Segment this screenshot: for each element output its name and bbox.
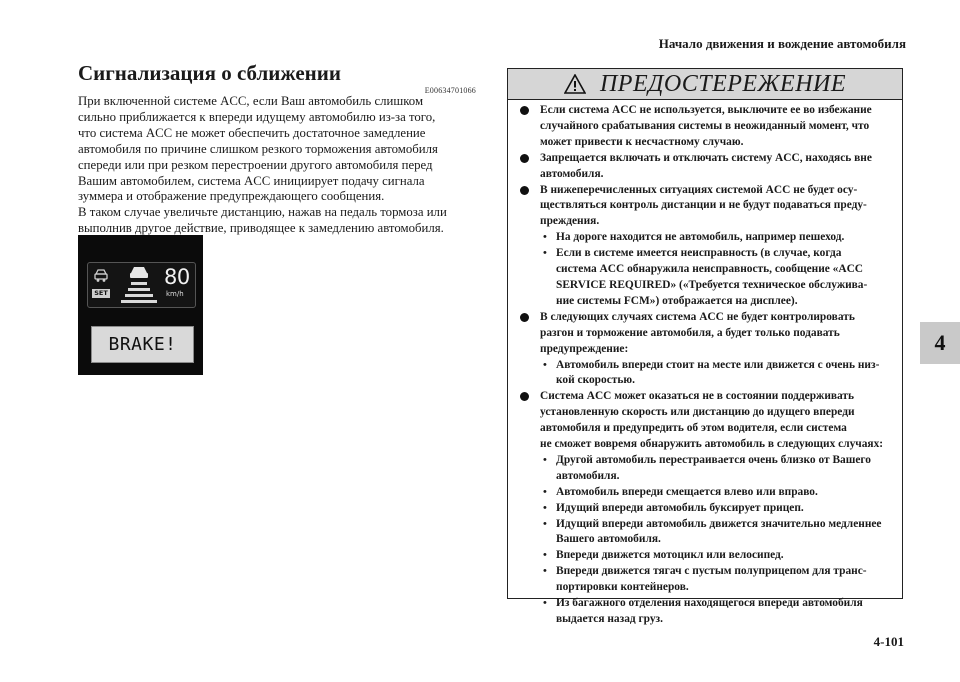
running-header: Начало движения и вождение автомобиля	[658, 36, 906, 51]
caution-subitem	[516, 358, 902, 390]
warning-triangle-icon	[564, 74, 586, 94]
bullet-dot-icon	[520, 313, 529, 322]
paragraph-line: что система ACC не может обеспечить достаточное замедление	[78, 125, 426, 140]
section-approach-warning	[78, 58, 478, 237]
section-paragraph	[78, 94, 478, 237]
caution-item-line: случайного срабатывания системы в неожиданный момент, что	[540, 119, 870, 132]
acc-status-cluster	[87, 262, 196, 308]
section-code: E00634701066	[424, 86, 476, 95]
caution-box	[507, 68, 903, 625]
caution-subitem-line: Вашего автомобиля.	[556, 533, 661, 546]
caution-item-line: В нижеперечисленных ситуациях системой ACC не будет осу-	[540, 183, 858, 196]
caution-subitem-line: автомобиля.	[556, 469, 620, 482]
bullet-dot-icon	[520, 392, 529, 401]
caution-subitem-line: Автомобиль впереди смещается влево или вправо.	[556, 485, 818, 498]
bullet-dot-icon	[520, 106, 529, 115]
caution-subitem-line: Если в системе имеется неисправность (в случае, когда	[556, 247, 842, 260]
caution-item-line: установленную скорость или дистанцию до идущего впереди	[540, 406, 855, 419]
caution-item-line: В следующих случаях система ACC не будет контролировать	[540, 310, 855, 323]
caution-subitem	[516, 230, 902, 246]
section-title: Сигнализация о сближении	[78, 61, 341, 85]
page-number: 4-101	[873, 634, 904, 649]
paragraph-line: сильно приближается к впереди идущему автомобилю из-за того,	[78, 109, 436, 124]
paragraph-line: зуммера и отображение предупреждающего сообщения.	[78, 189, 385, 204]
speed-unit: km/h	[166, 290, 184, 298]
bullet-small-icon: •	[543, 565, 547, 578]
bullet-small-icon: •	[543, 231, 547, 244]
bullet-dot-icon	[520, 186, 529, 195]
caution-subitem-line: Автомобиль впереди стоит на месте или движется с очень низ-	[556, 358, 880, 371]
caution-subitem-line: Идущий впереди автомобиль движется значительно медленнее	[556, 517, 882, 530]
caution-subitem	[516, 517, 902, 549]
caution-subitem	[516, 453, 902, 485]
bullet-dot-icon	[520, 154, 529, 163]
instrument-display-illustration	[78, 235, 203, 375]
bullet-small-icon: •	[543, 501, 547, 514]
caution-subitem-line: выдается назад груз.	[556, 613, 663, 625]
paragraph-line: выполнив другое действие, приводящее к замедлению автомобиля.	[78, 221, 444, 236]
caution-item	[516, 389, 902, 453]
bullet-small-icon: •	[543, 597, 547, 610]
caution-item-line: Система ACC может оказаться не в состоянии поддерживать	[540, 390, 855, 403]
vehicle-ahead-icon	[92, 267, 110, 283]
caution-subitem	[516, 485, 902, 501]
caution-item-line: предупреждение:	[540, 342, 629, 355]
caution-subitem-line: ние системы FCM») отображается на дисплее).	[556, 294, 798, 307]
caution-subitem-line: портировки контейнеров.	[556, 581, 689, 594]
caution-item	[516, 310, 902, 358]
caution-item	[516, 151, 902, 183]
caution-subitem-line: кой скоростью.	[556, 374, 635, 387]
set-badge: SET	[92, 289, 110, 298]
caution-subitem	[516, 564, 902, 596]
paragraph-line: Вашим автомобилем, система ACC инициирует подачу сигнала	[78, 173, 425, 188]
bullet-small-icon: •	[543, 358, 547, 371]
brake-warning-message: BRAKE!	[91, 326, 194, 363]
following-distance-icon	[115, 265, 163, 305]
caution-subitem-line: На дороге находится не автомобиль, например пешеход.	[556, 231, 845, 244]
set-speed-value: 80	[164, 265, 190, 289]
caution-subitem-line: Впереди движется тягач с пустым полуприцепом для транс-	[556, 565, 867, 578]
caution-item-line: разгон и торможение автомобиля, а будет только подавать	[540, 326, 840, 339]
caution-subitem	[516, 596, 902, 628]
caution-list	[508, 100, 902, 628]
caution-item-line: автомобиля и предупредить об этом водителя, если система	[540, 422, 847, 435]
bullet-small-icon: •	[543, 485, 547, 498]
caution-header	[508, 69, 902, 100]
chapter-tab: 4	[920, 322, 960, 364]
caution-item-line: автомобиля.	[540, 167, 604, 180]
caution-subitem-line: Из багажного отделения находящегося впереди автомобиля	[556, 597, 863, 610]
bullet-small-icon: •	[543, 247, 547, 260]
caution-title: ПРЕДОСТЕРЕЖЕНИЕ	[599, 70, 847, 97]
paragraph-line: спереди или при резком перестроении другого автомобиля перед	[78, 157, 433, 172]
caution-item	[516, 103, 902, 151]
caution-item-line: преждения.	[540, 215, 600, 228]
caution-subitem	[516, 548, 902, 564]
caution-item-line: не сможет вовремя обнаружить автомобиль в следующих случаях:	[540, 438, 884, 451]
caution-subitem	[516, 246, 902, 310]
caution-subitem-line: Впереди движется мотоцикл или велосипед.	[556, 549, 784, 562]
caution-subitem-line: система ACC обнаружила неисправность, сообщение «ACC	[556, 263, 864, 276]
caution-subitem-line: Идущий впереди автомобиль буксирует прицеп.	[556, 501, 804, 514]
paragraph-line: автомобиля по причине слишком резкого торможения автомобиля	[78, 141, 438, 156]
caution-item-line: Запрещается включать и отключать систему ACC, находясь вне	[540, 151, 872, 164]
caution-item-line: ществляться контроль дистанции и не будут подаваться преду-	[540, 199, 867, 212]
caution-subitem-line: Другой автомобиль перестраивается очень близко от Вашего	[556, 453, 872, 466]
paragraph-line: При включенной системе ACC, если Ваш автомобиль слишком	[78, 94, 424, 108]
bullet-small-icon: •	[543, 517, 547, 530]
caution-item-line: Если система ACC не используется, выключите ее во избежание	[540, 104, 872, 116]
caution-item	[516, 183, 902, 231]
caution-item-line: может привести к несчастному случаю.	[540, 135, 744, 148]
paragraph-line: В таком случае увеличьте дистанцию, нажав на педаль тормоза или	[78, 205, 447, 220]
bullet-small-icon: •	[543, 453, 547, 466]
bullet-small-icon: •	[543, 549, 547, 562]
caution-subitem-line: SERVICE REQUIRED» («Требуется техническое обслужива-	[556, 278, 868, 291]
caution-subitem	[516, 501, 902, 517]
